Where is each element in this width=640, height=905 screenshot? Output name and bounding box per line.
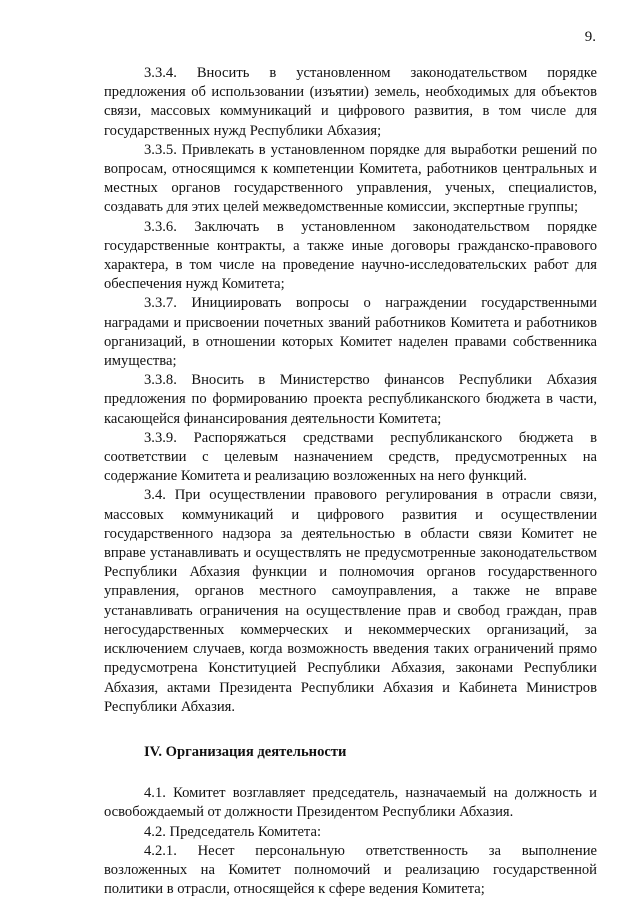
page-number: 9.	[584, 29, 596, 45]
paragraph-3-3-4: 3.3.4. Вносить в установленном законодательством порядке предложения об использовании (изъятии) земель, необходимых для объектов связи, массовых коммуникаций и цифрового развития, в том числе для государственных нужд Республики Абхазия;	[104, 65, 597, 139]
document-body	[104, 64, 597, 899]
paragraph-3-3-7: 3.3.7. Инициировать вопросы о награждении государственными наградами и присвоении почетных званий работников Комитета и работников организаций, в отношении которых Комитет наделен правами собственника имущества;	[104, 295, 597, 370]
paragraph-4-2: 4.2. Председатель Комитета:	[144, 823, 322, 840]
section-heading: IV. Организация деятельности	[144, 743, 347, 760]
paragraph-4-1: 4.1. Комитет возглавляет председатель, назначаемый на должность и освобождаемый от должности Президентом Республики Абхазия.	[104, 785, 597, 821]
paragraph-3-3-5: 3.3.5. Привлекать в установленном порядке для выработки решений по вопросам, относящимся к компетенции Комитета, работников центральных и местных органов государственного управления, ученых, специалистов, создавать для этих целей межведомственные комиссии, экспертные группы;	[104, 141, 597, 216]
paragraph-3-4: 3.4. При осуществлении правового регулирования в отрасли связи, массовых коммуникаций и цифрового развития и осуществлении государственного надзора за деятельностью в области связи Комитет не вправе устанавливать и осуществлять не предусмотренные законодательством Республики Абхазия функции и полномочия органов государственного управления, органов местного самоуправления, а также не вправе устанавливать ограничения на осуществление прав и свобод граждан, прав негосударственных коммерческих и некоммерческих организаций, за исключением случаев, когда возможность введения таких ограничений прямо предусмотрена Конституцией Республики Абхазия, законами Республики Абхазия, актами Президента Республики Абхазия и Кабинета Министров Республики Абхазия.	[104, 487, 597, 715]
paragraph-3-3-6: 3.3.6. Заключать в установленном законодательством порядке государственные контракты, а также иные договоры гражданско-правового характера, в том числе на проведение научно-исследовательских работ для обеспечения нужд Комитета;	[104, 218, 597, 293]
paragraph-4-2-1: 4.2.1. Несет персональную ответственность за выполнение возложенных на Комитет полномочий и реализацию государственной политики в отрасли, относящейся к сфере ведения Комитета;	[104, 842, 597, 898]
paragraph-3-3-8: 3.3.8. Вносить в Министерство финансов Республики Абхазия предложения по формированию проекта республиканского бюджета в части, касающейся финансирования деятельности Комитета;	[104, 372, 597, 427]
paragraph-3-3-9: 3.3.9. Распоряжаться средствами республиканского бюджета в соответствии с целевым назначением средств, предусмотренных на содержание Комитета и реализацию возложенных на него функций.	[104, 429, 597, 485]
